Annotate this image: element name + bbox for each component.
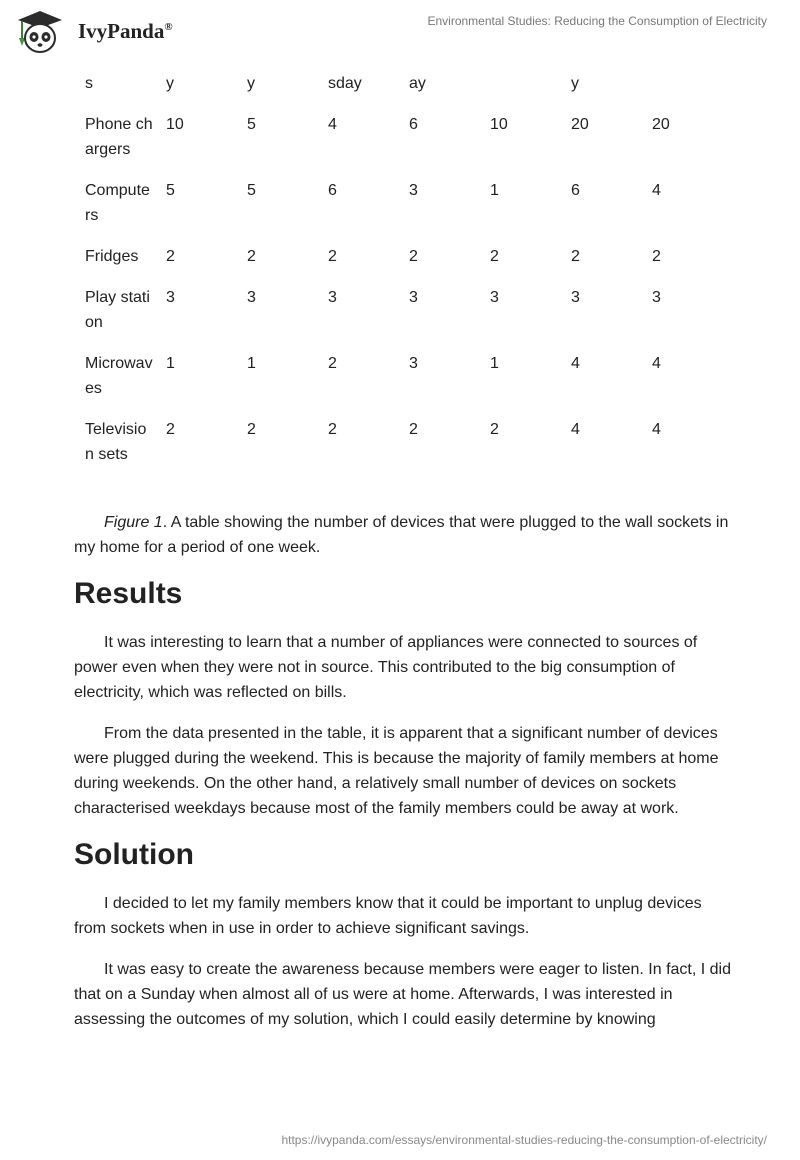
solution-paragraph-1: I decided to let my family members know that it could be important to unplug devices from sockets when in use in order to achieve significant savings.	[74, 895, 702, 937]
device-count-cell: 3	[409, 355, 418, 372]
device-count-cell: 4	[571, 421, 580, 438]
device-name-cell: Play station	[85, 289, 150, 331]
source-url[interactable]: https://ivypanda.com/essays/environmental-studies-reducing-the-consumption-of-electricity/	[281, 1133, 767, 1147]
device-count-cell: 4	[328, 116, 337, 133]
device-name-cell: Television sets	[85, 421, 147, 463]
devices-table	[74, 71, 734, 483]
device-count-cell: 2	[328, 421, 337, 438]
document-title: Environmental Studies: Reducing the Consumption of Electricity	[427, 14, 767, 28]
page-header	[0, 0, 800, 60]
device-count-cell: 2	[166, 421, 175, 438]
device-count-cell: 3	[409, 182, 418, 199]
device-name-cell: Fridges	[85, 248, 139, 265]
device-name-cell: Phone chargers	[85, 116, 153, 158]
device-count-cell: 4	[652, 355, 661, 372]
device-count-cell: 3	[166, 289, 175, 306]
table-cell: ay	[409, 75, 426, 92]
table-cell: y	[166, 75, 174, 92]
device-count-cell: 5	[166, 182, 175, 199]
device-count-cell: 1	[166, 355, 175, 372]
solution-heading: Solution	[74, 838, 194, 871]
device-count-cell: 2	[652, 248, 661, 265]
device-count-cell: 2	[166, 248, 175, 265]
table-row	[74, 244, 734, 269]
device-count-cell: 10	[166, 116, 184, 133]
panda-graduate-logo-icon	[14, 8, 64, 56]
device-count-cell: 2	[409, 421, 418, 438]
device-count-cell: 3	[652, 289, 661, 306]
device-count-cell: 2	[490, 421, 499, 438]
solution-paragraph-2: It was easy to create the awareness because members were eager to listen. In fact, I did that on a Sunday when almost all of us were at home. Afterwards, I was interested in assessing the outcomes of my solution, which I could easily determine by knowing	[74, 961, 731, 1028]
results-paragraph-2: From the data presented in the table, it is apparent that a significant number of devices were plugged during the weekend. This is because the majority of family members at home during weekends. On the other hand, a relatively small number of devices on sockets characterised weekdays because most of the family members could be away at work.	[74, 725, 719, 817]
device-count-cell: 4	[571, 355, 580, 372]
table-row	[74, 417, 734, 467]
table-row	[74, 285, 734, 335]
device-count-cell: 6	[409, 116, 418, 133]
table-cell	[479, 71, 560, 96]
device-count-cell: 3	[490, 289, 499, 306]
device-count-cell: 4	[652, 182, 661, 199]
device-count-cell: 5	[247, 182, 256, 199]
table-cell	[641, 71, 722, 96]
device-count-cell: 3	[571, 289, 580, 306]
article-body	[74, 510, 734, 1048]
device-count-cell: 2	[247, 421, 256, 438]
device-count-cell: 20	[652, 116, 670, 133]
brand-name: IvyPanda®	[78, 19, 173, 43]
device-count-cell: 6	[571, 182, 580, 199]
device-count-cell: 2	[247, 248, 256, 265]
device-count-cell: 6	[328, 182, 337, 199]
device-count-cell: 5	[247, 116, 256, 133]
table-cell: s	[85, 75, 93, 92]
results-heading: Results	[74, 577, 183, 610]
device-count-cell: 10	[490, 116, 508, 133]
results-paragraph-1: It was interesting to learn that a number of appliances were connected to sources of power even when they were not in source. This contributed to the big consumption of electricity, which was reflected on bills.	[74, 634, 698, 701]
ivypanda-logo[interactable]	[14, 8, 214, 58]
device-count-cell: 1	[490, 355, 499, 372]
device-count-cell: 1	[490, 182, 499, 199]
device-count-cell: 2	[328, 355, 337, 372]
figure-caption: Figure 1. A table showing the number of devices that were plugged to the wall sockets in my home for a period of one week.	[74, 514, 729, 556]
device-count-cell: 20	[571, 116, 589, 133]
device-count-cell: 4	[652, 421, 661, 438]
table-cell: y	[247, 75, 255, 92]
device-count-cell: 2	[409, 248, 418, 265]
device-count-cell: 1	[247, 355, 256, 372]
table-row	[74, 112, 734, 162]
device-count-cell: 3	[409, 289, 418, 306]
device-name-cell: Computers	[85, 182, 150, 224]
device-count-cell: 2	[490, 248, 499, 265]
table-cell: y	[571, 75, 579, 92]
device-name-cell: Microwaves	[85, 355, 153, 397]
device-count-cell: 3	[247, 289, 256, 306]
device-count-cell: 3	[328, 289, 337, 306]
device-count-cell: 2	[328, 248, 337, 265]
table-row	[74, 351, 734, 401]
table-row	[74, 178, 734, 228]
device-count-cell: 2	[571, 248, 580, 265]
table-cell: sday	[328, 75, 362, 92]
table-header-row	[74, 71, 734, 96]
